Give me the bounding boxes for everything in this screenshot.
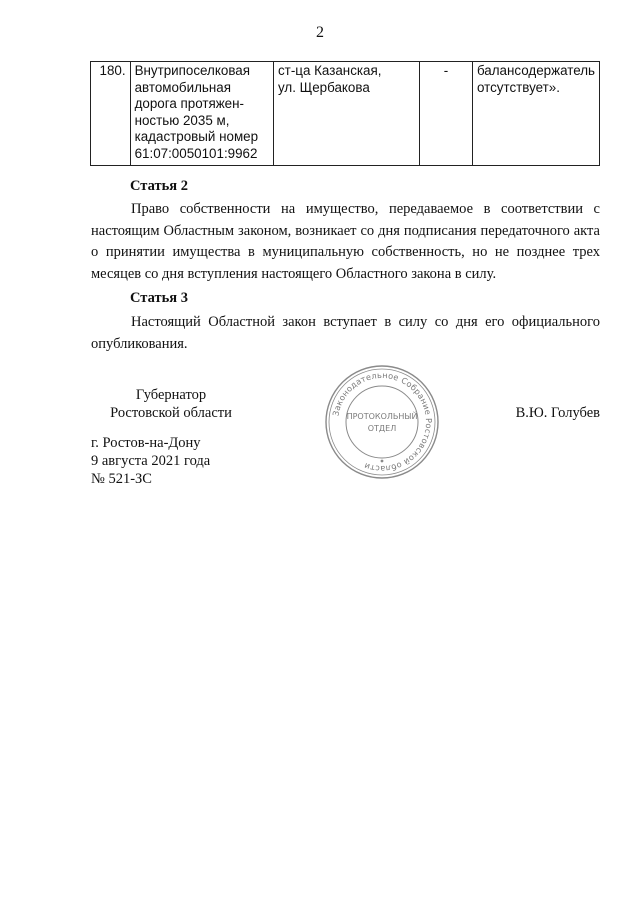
row-number-cell: 180. [91, 62, 131, 166]
object-name-cell: Внутрипоселковая автомобильная дорога протяжен- ностью 2035 м, кадастровый номер 61:07:0050101:9962 [130, 62, 273, 166]
law-number: № 521-ЗС [91, 471, 152, 487]
empty-value-cell: - [420, 62, 473, 166]
article-3-heading: Статья 3 [130, 290, 188, 306]
page-number: 2 [316, 24, 324, 41]
address-cell: ст-ца Казанская, ул. Щербакова [273, 62, 419, 166]
issue-city: г. Ростов-на-Дону [91, 435, 201, 451]
signatory-title-line2: Ростовской области [110, 405, 232, 421]
article-3-text: Настоящий Областной закон вступает в силу со дня его официального опубликования. [91, 314, 600, 352]
stamp-seal-icon [322, 362, 442, 482]
table-row [91, 62, 600, 166]
note-cell: балансодержатель отсутствует». [472, 62, 599, 166]
signatory-title [91, 386, 251, 422]
stamp-inner-line1: ПРОТОКОЛЬНЫЙ [346, 412, 418, 421]
article-2-text: Право собственности на имущество, передаваемое в соответствии с настоящим Областным законом, возникает со дня подписания передаточного акта о принятии имущества в муниципальную собственность, но не позднее трех месяцев со дня вступления настоящего Областного закона в силу. [91, 201, 600, 282]
signatory-title-line1: Губернатор [135, 387, 207, 403]
property-table [90, 61, 600, 166]
document-footer [91, 434, 210, 488]
stamp-ring-text: Законодательное Собрание Ростовской области [330, 369, 435, 475]
article-2-heading: Статья 2 [130, 178, 188, 194]
signatory-name: В.Ю. Голубев [515, 405, 600, 421]
official-stamp [322, 362, 442, 482]
issue-date: 9 августа 2021 года [91, 453, 211, 469]
stamp-inner-line2: ОТДЕЛ [367, 424, 397, 433]
